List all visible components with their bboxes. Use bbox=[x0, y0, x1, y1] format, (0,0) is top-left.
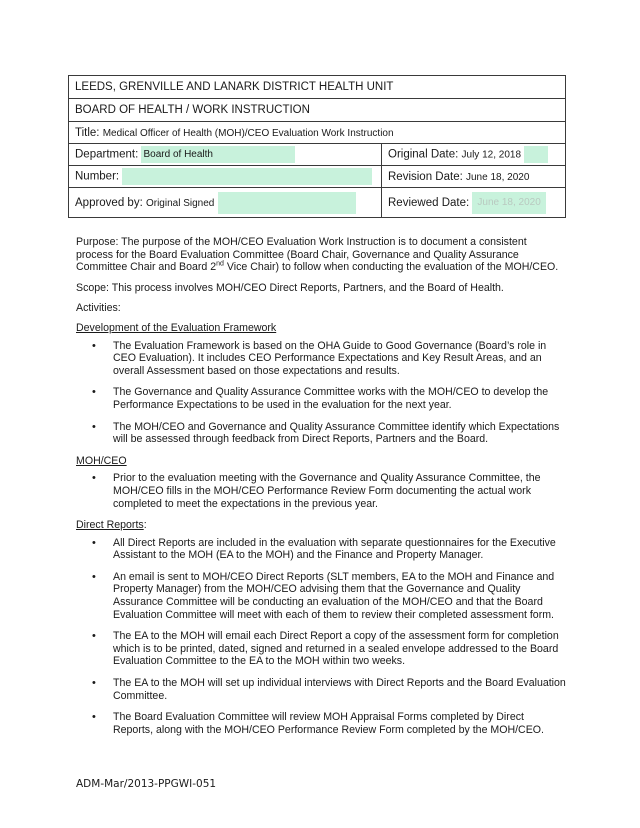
number-cell bbox=[69, 166, 382, 188]
framework-heading: Development of the Evaluation Framework bbox=[76, 321, 277, 334]
approved-label: Approved by: bbox=[75, 196, 143, 209]
list-item: • All Direct Reports are included in the evaluation with separate questionnaires for the Executive Assistant to the MOH (EA to the MOH) and the Finance and Property Manager. bbox=[113, 537, 566, 562]
direct-reports-heading-row bbox=[76, 519, 566, 532]
list-item: • The Evaluation Framework is based on the OHA Guide to Good Governance (Board’s role in CEO Evaluation). It includes CEO Performance Expectations and Key Result Areas, and an overall Assessment based on those expectations and results. bbox=[113, 340, 566, 378]
purpose-text-end: Vice Chair) to follow when conducting the evaluation of the MOH/CEO. bbox=[223, 261, 559, 274]
title-value: Medical Officer of Health (MOH)/CEO Evaluation Work Instruction bbox=[102, 127, 394, 139]
list-item: • The EA to the MOH will set up individual interviews with Direct Reports and the Board Evaluation Committee. bbox=[113, 677, 566, 702]
framework-list bbox=[76, 340, 566, 446]
list-item: • Prior to the evaluation meeting with the Governance and Quality Assurance Committee, the MOH/CEO fills in the MOH/CEO Performance Review Form documenting the actual work completed to meet the expectations in the previous year. bbox=[113, 472, 566, 510]
revision-date-value[interactable]: June 18, 2020 bbox=[466, 171, 530, 183]
moh-heading: MOH/CEO bbox=[76, 454, 127, 467]
approved-cell bbox=[69, 188, 382, 218]
purpose-text: Purpose: The purpose of the MOH/CEO Evaluation Work Instruction is to document a consistent process for the Board Evaluation Committee (Board Chair, Governance and Quality Assurance Committee Chair and Board 2 bbox=[76, 236, 527, 274]
number-field[interactable] bbox=[122, 168, 372, 185]
activities-heading: Activities: bbox=[76, 302, 121, 315]
purpose-superscript: nd bbox=[216, 260, 224, 268]
org-name: LEEDS, GRENVILLE AND LANARK DISTRICT HEALTH UNIT bbox=[69, 76, 566, 99]
list-item: • The Board Evaluation Committee will review MOH Appraisal Forms completed by Direct Reports, along with the MOH/CEO Performance Review Form completed by the MOH/CEO. bbox=[113, 711, 566, 736]
purpose-paragraph bbox=[76, 236, 566, 274]
revision-date-cell bbox=[382, 166, 566, 188]
footer-document-code: ADM-Mar/2013-PPGWI-051 bbox=[76, 778, 217, 790]
direct-reports-list bbox=[76, 537, 566, 737]
department-cell bbox=[69, 144, 382, 166]
department-label: Department: bbox=[75, 148, 139, 161]
list-item: • The MOH/CEO and Governance and Quality Assurance Committee identify which Expectations will be assessed through feedback from Direct Reports, Partners and the Board. bbox=[113, 421, 566, 446]
scope-paragraph: Scope: This process involves MOH/CEO Direct Reports, Partners, and the Board of Health. bbox=[76, 281, 504, 294]
document-body bbox=[76, 236, 566, 745]
title-row bbox=[69, 122, 566, 144]
original-date-field[interactable] bbox=[524, 146, 548, 163]
reviewed-label: Reviewed Date: bbox=[388, 196, 470, 209]
department-field[interactable]: Board of Health bbox=[141, 146, 295, 163]
approved-field[interactable] bbox=[218, 192, 356, 214]
original-date-label: Original Date: bbox=[388, 148, 459, 161]
heading-colon: : bbox=[143, 519, 147, 532]
direct-reports-heading: Direct Reports bbox=[76, 519, 144, 532]
document-type: BOARD OF HEALTH / WORK INSTRUCTION bbox=[69, 99, 566, 122]
list-item: • The Governance and Quality Assurance Committee works with the MOH/CEO to develop the Performance Expectations to be used in the evaluation for the next year. bbox=[113, 386, 566, 411]
reviewed-cell bbox=[382, 188, 566, 218]
original-date-value[interactable]: July 12, 2018 bbox=[461, 149, 522, 161]
original-date-cell bbox=[382, 144, 566, 166]
reviewed-date-field[interactable]: June 18, 2020 bbox=[472, 192, 545, 214]
approved-value: Original Signed bbox=[145, 197, 215, 209]
revision-date-label: Revision Date: bbox=[388, 170, 463, 183]
list-item: • An email is sent to MOH/CEO Direct Reports (SLT members, EA to the MOH and Finance and Property Manager) from the MOH/CEO advising them that the Governance and Quality Assurance Committee will be conducting an evaluation of the MOH/CEO and that the Board Evaluation Committee will meet with each of them to review their completed assessment form. bbox=[113, 571, 566, 621]
list-item: • The EA to the MOH will email each Direct Report a copy of the assessment form for completion which is to be printed, dated, signed and returned in a sealed envelope addressed to the Board Evaluation Committee to the EA to the MOH within two weeks. bbox=[113, 630, 566, 668]
title-label: Title: bbox=[75, 126, 100, 139]
moh-list bbox=[76, 472, 566, 510]
header-table bbox=[68, 75, 566, 218]
number-label: Number: bbox=[75, 170, 120, 183]
